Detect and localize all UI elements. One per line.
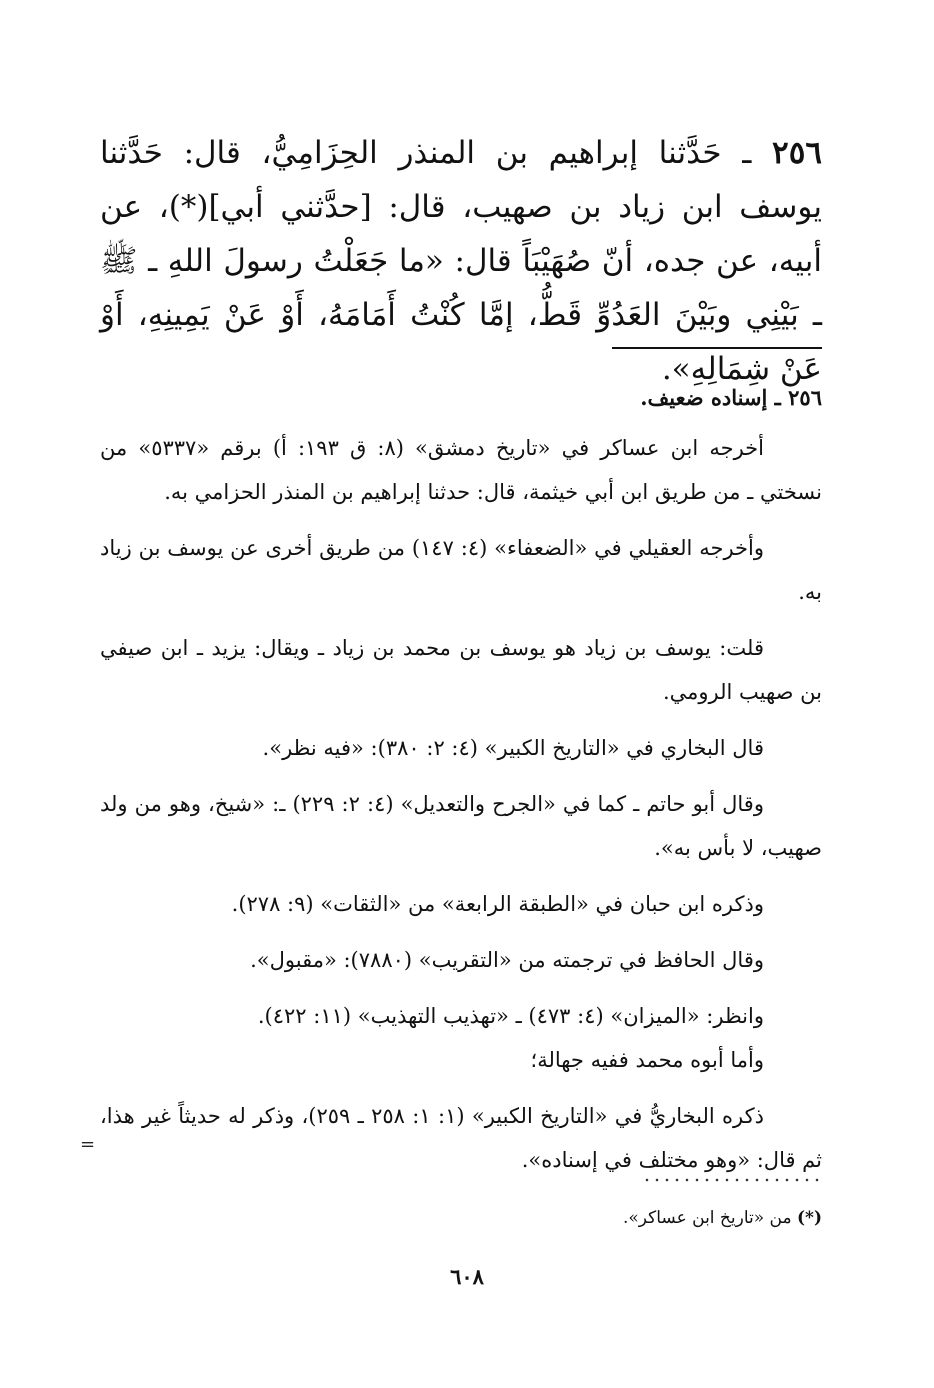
footnote-marker: (*) bbox=[797, 1208, 822, 1228]
commentary-block bbox=[100, 376, 822, 1194]
commentary-paragraph: وأما أبوه محمد ففيه جهالة؛ bbox=[530, 1048, 764, 1072]
hadith-text-block bbox=[100, 126, 822, 396]
hadith-body: ـ حَدَّثنا إبراهيم بن المنذر الحِزَامِيُّ، قال: حَدَّثنا يوسف ابن زياد بن صهيب، قال: [حدَّثني أبي](*)، عن أبيه، عن جده، أنّ صُهَيْبَاً قال: «ما جَعَلْتُ رسولَ اللهِ ـ ﷺ ـ بَيْنِي وبَيْنَ العَدُوِّ قَطُّ، إمَّا كُنْتُ أَمَامَهُ، أَوْ عَنْ يَمِينِهِ، أَوْ عَنْ شِمَالِهِ». bbox=[100, 135, 822, 387]
hadith-paragraph bbox=[100, 126, 822, 396]
commentary-grade: ـ إسناده ضعيف. bbox=[640, 385, 789, 410]
commentary-heading bbox=[100, 376, 822, 420]
commentary-paragraph: ذكره البخاريُّ في «التاريخ الكبير» (١: ١: ٢٥٨ ـ ٢٥٩)، وذكر له حديثاً غير هذا، ثم قال: «وهو مختلف في إسناده». bbox=[100, 1104, 822, 1172]
commentary-number: ٢٥٦ bbox=[788, 385, 822, 410]
commentary-paragraph: وقال الحافظ في ترجمته من «التقريب» (٧٨٨٠): «مقبول». bbox=[250, 948, 764, 972]
commentary-paragraph: وقال أبو حاتم ـ كما في «الجرح والتعديل» (٤: ٢: ٢٢٩) ـ: «شيخ، وهو من ولد صهيب، لا بأس به». bbox=[100, 792, 822, 860]
footnote bbox=[100, 1204, 822, 1232]
commentary-paragraph: وأخرجه العقيلي في «الضعفاء» (٤: ١٤٧) من طريق أخرى عن يوسف بن زياد به. bbox=[100, 536, 822, 604]
page-number: ٦٠٨ bbox=[450, 1264, 484, 1289]
commentary-paragraph: أخرجه ابن عساكر في «تاريخ دمشق» (٨: ق ١٩٣: أ) برقم «٥٣٣٧» من نسختي ـ من طريق ابن أبي خيثمة، قال: حدثنا إبراهيم بن المنذر الحزامي به. bbox=[100, 436, 822, 504]
continuation-mark: = bbox=[80, 1134, 96, 1155]
footnote-text: من «تاريخ ابن عساكر». bbox=[622, 1208, 798, 1228]
commentary-paragraph: قلت: يوسف بن زياد هو يوسف بن محمد بن زياد ـ ويقال: يزيد ـ ابن صيفي بن صهيب الرومي. bbox=[100, 636, 822, 704]
hadith-number: ٢٥٦ bbox=[772, 135, 822, 171]
commentary-paragraph: وذكره ابن حبان في «الطبقة الرابعة» من «الثقات» (٩: ٢٧٨). bbox=[231, 892, 764, 916]
section-divider bbox=[612, 347, 822, 349]
commentary-paragraph: وانظر: «الميزان» (٤: ٤٧٣) ـ «تهذيب التهذيب» (١١: ٤٢٢). bbox=[257, 1004, 764, 1028]
footnote-separator bbox=[642, 1178, 822, 1182]
commentary-paragraph: قال البخاري في «التاريخ الكبير» (٤: ٢: ٣٨٠): «فيه نظر». bbox=[262, 736, 764, 760]
